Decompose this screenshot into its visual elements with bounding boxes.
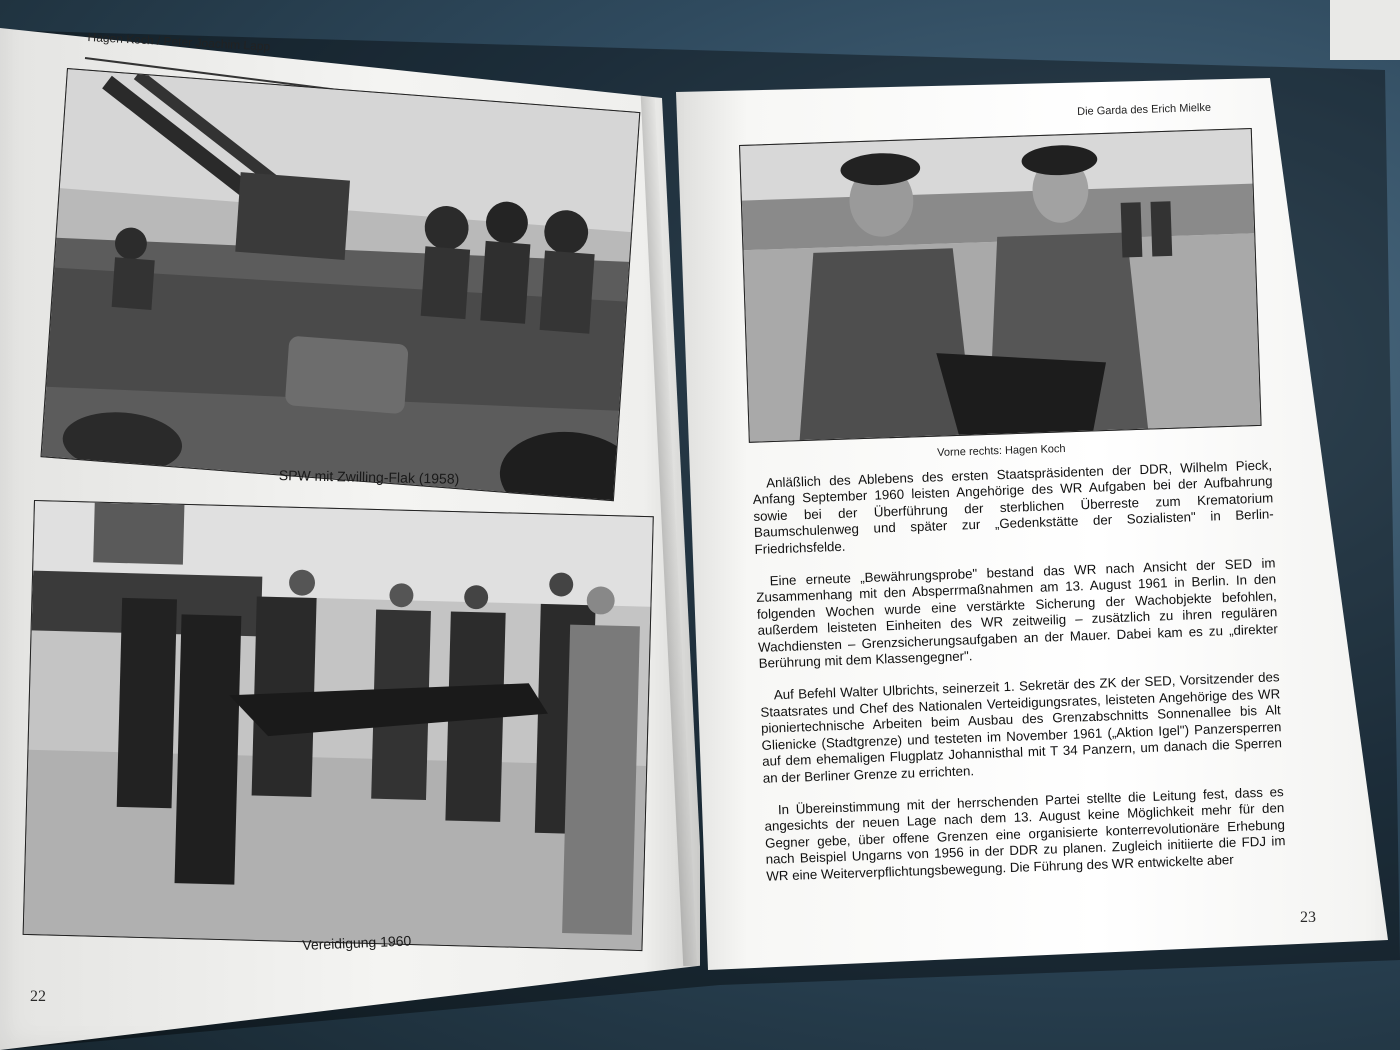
photo-hagen-koch [739, 128, 1262, 443]
caption-hagen-koch: Vorne rechts: Hagen Koch [937, 442, 1066, 459]
caption-spw-flak: SPW mit Zwilling-Flak (1958) [278, 467, 460, 487]
left-page-header: Hagen Koch / Peter Joachim Lapp [87, 30, 271, 54]
paragraph: Anläßlich des Ablebens des ersten Staatspräsidenten der DDR, Wilhelm Pieck, Anfang September 1960 leisten Angehörige des WR Aufgaben bei der Aufbahrung sowie bei der Überführung der sterblichen Überreste zum Krematorium Baumschulenweg und später zur „Gedenkstätte der Sozialisten" in Berlin-Friedrichsfelde. [752, 457, 1274, 557]
photo-vereidigung-1960 [23, 500, 654, 951]
paragraph: Eine erneute „Bewährungsprobe" bestand das WR nach Ansicht der SED im Zusammenhang mit den Absperrmaßnahmen am 13. August 1961 in Berlin. In den folgenden Wochen wurde eine verstärkte Sicherung der Wachobjekte befohlen, außerdem leisteten Einheiten des WR zeitweilig – zusätzlich zu ihren regulären Wachdiensten – Grenzsicherungsaufgaben an der Mauer. Dabei kam es zu „direkter Berührung mit dem Klassengegner". [756, 555, 1279, 671]
paragraph: In Übereinstimmung mit der herrschenden Partei stellte die Leitung fest, dass es angesichts der neuen Lage nach dem 13. August keine Möglichkeit mehr für den Gegner gebe, über offene Grenzen eine organisierte konterrevolutionäre Erhebung nach Beispiel Ungarns von 1956 in der DDR zu planen. Zugleich initiierte die FDJ im WR eine Weiterverpflichtungsbewegung. Die Führung des WR entwickelte aber [764, 784, 1286, 884]
photo-spw-twin-flak [40, 68, 640, 501]
page-number-right: 23 [1300, 909, 1316, 926]
caption-vereidigung: Vereidigung 1960 [302, 932, 412, 953]
table-surface [1330, 0, 1400, 60]
right-page-body-text [752, 457, 1287, 900]
paragraph: Auf Befehl Walter Ulbrichts, seinerzeit 1. Sekretär des ZK der SED, Vorsitzender des Staatsrates und Chef des Nationalen Verteidigungsrates, leisteten Angehörige des WR pioniertechnische Arbeiten beim Ausbau des Grenzabschnitts Sonnenallee bis Alt Glienicke (Stadtgrenze) und testeten im November 1961 („Aktion Igel") Panzersperren auf dem ehemaligen Flugplatz Johannisthal mit T 34 Panzern, um danach die Sperren an der Berliner Grenze zu errichten. [760, 669, 1283, 786]
page-number-left: 22 [30, 988, 46, 1005]
right-page-header: Die Garda des Erich Mielke [1077, 101, 1212, 118]
